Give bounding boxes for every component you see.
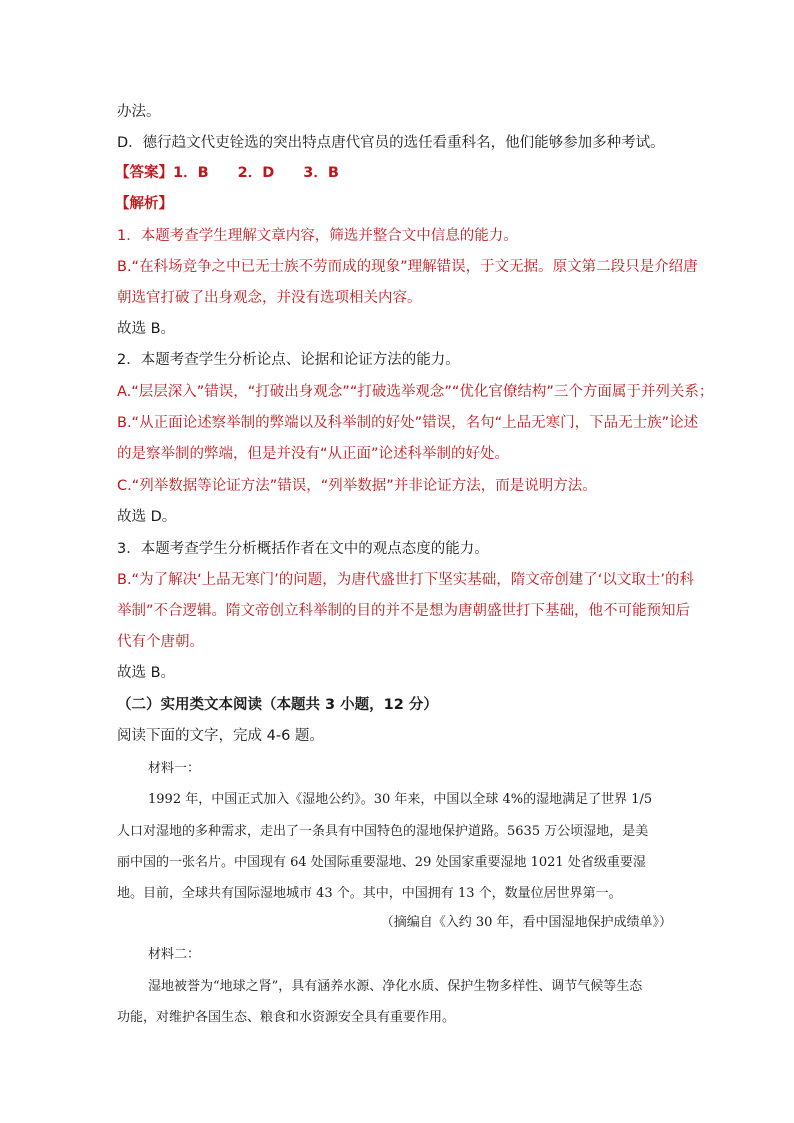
q3-conclusion: 故选 B。	[117, 665, 176, 681]
q1-heading: 1．本题考查学生理解文章内容，筛选并整合文中信息的能力。	[117, 228, 518, 244]
q3-option-b-line2: 举制”不合逻辑。隋文帝创立科举制的目的并不是想为唐朝盛世打下基础，他不可能预知后	[117, 603, 691, 619]
instruction-line: 阅读下面的文字，完成 4-6 题。	[117, 728, 324, 744]
material1-para-line2: 人口对湿地的多种需求，走出了一条具有中国特色的湿地保护道路。5635 万公顷湿地，是美	[117, 824, 649, 839]
q1-conclusion: 故选 B。	[117, 321, 176, 337]
answer-label: 【答案】	[115, 165, 173, 181]
answer-row	[115, 163, 339, 183]
q3-option-b-line1: B.“为了解决‘上品无寒门’的问题，为唐代盛世打下坚实基础，隋文帝创建了‘以文取士’的科	[117, 572, 695, 588]
material1-para-line1: 1992 年，中国正式加入《湿地公约》。30 年来，中国以全球 4%的湿地满足了世界 1/5	[148, 792, 653, 807]
material2-para-line1: 湿地被誉为“地球之肾”，具有涵养水源、净化水质、保护生物多样性、调节气候等生态	[148, 979, 643, 994]
text-line: 办法。	[117, 104, 161, 120]
material2-label: 材料二：	[148, 947, 201, 962]
q2-heading: 2．本题考查学生分析论点、论据和论证方法的能力。	[117, 352, 460, 368]
option-d-line: D．德行趋文代吏铨选的突出特点唐代官员的选任看重科名，他们能够参加多种考试。	[117, 135, 665, 151]
q1-option-b-line2: 朝选官打破了出身观念，并没有选项相关内容。	[117, 290, 422, 306]
q2-conclusion: 故选 D。	[117, 509, 177, 525]
analysis-label: 【解析】	[115, 196, 173, 212]
q2-option-a: A.“层层深入”错误，“打破出身观念”“打破选举观念”“优化官僚结构”三个方面属于并列关系；	[117, 384, 714, 400]
q2-option-b-line2: 的是察举制的弊端，但是并没有“从正面”论述科举制的好处。	[117, 446, 510, 462]
material2-para-line2: 功能，对维护各国生态、粮食和水资源安全具有重要作用。	[117, 1010, 456, 1025]
q2-option-b-line1: B.“从正面论述察举制的弊端以及科举制的好处”错误，名句“上品无寒门，下品无士族”论述	[117, 415, 699, 431]
answer-values: 1．B 2．D 3．B	[173, 165, 339, 181]
material1-source: （摘编自《入约 30 年，看中国湿地保护成绩单》）	[380, 915, 672, 930]
material1-para-line3: 丽中国的一张名片。中国现有 64 处国际重要湿地、29 处国家重要湿地 1021 处省级重要湿	[117, 855, 646, 870]
material1-label: 材料一：	[148, 761, 201, 776]
q2-option-c: C.“列举数据等论证方法”错误，“列举数据”并非论证方法，而是说明方法。	[117, 478, 597, 494]
q3-heading: 3．本题考查学生分析概括作者在文中的观点态度的能力。	[117, 541, 489, 557]
q3-option-b-line3: 代有个唐朝。	[117, 634, 204, 650]
section-title: （二）实用类文本阅读（本题共 3 小题，12 分）	[117, 697, 438, 713]
q1-option-b-line1: B.“在科场竞争之中已无士族不劳而成的现象”理解错误，于文无据。原文第二段只是介绍唐	[117, 259, 698, 275]
material1-para-line4: 地。目前，全球共有国际湿地城市 43 个。其中，中国拥有 13 个，数量位居世界第一。	[117, 886, 622, 901]
